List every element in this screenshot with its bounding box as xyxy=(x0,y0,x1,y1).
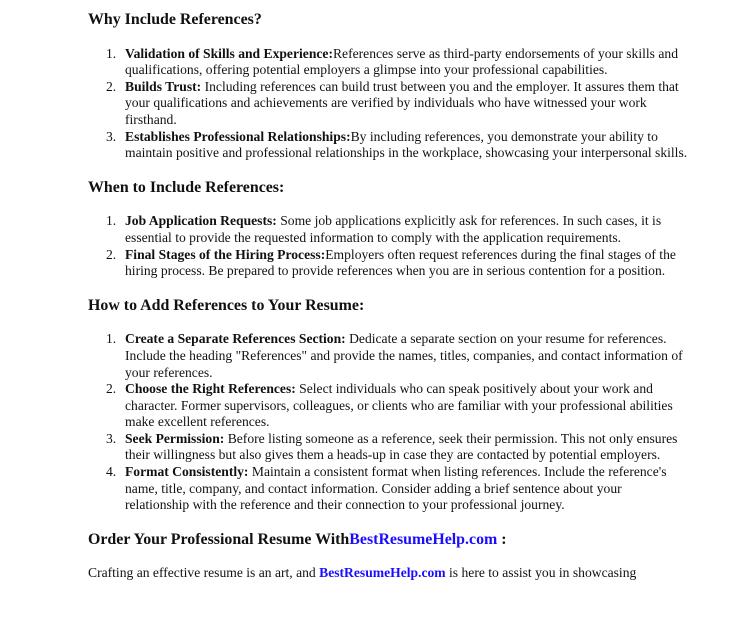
list-term: Validation of Skills and Experience: xyxy=(125,45,333,61)
list-item xyxy=(88,247,688,280)
document-page xyxy=(88,12,688,582)
list-item xyxy=(88,464,688,514)
list-text: Dedicate a separate section on your resume for references. Include the heading "References" and provide the names, titles, companies, and contact information of your references. xyxy=(125,331,683,380)
list-term: Builds Trust: xyxy=(125,78,202,94)
section-heading-why: Why Include References? xyxy=(88,11,262,28)
list-item xyxy=(88,213,688,246)
list-number: 1. xyxy=(106,331,117,347)
list-text: Before listing someone as a reference, seek their permission. This not only ensures their willingness but also gives them a heads-up in case they are contacted by potential employers. xyxy=(125,430,678,463)
list-number: 3. xyxy=(106,128,117,144)
order-heading-suffix: : xyxy=(497,530,507,548)
list-number: 4. xyxy=(106,464,117,480)
order-heading-prefix: Order Your Professional Resume With xyxy=(88,530,350,548)
list-item xyxy=(88,331,688,381)
list-term: Format Consistently: xyxy=(125,464,249,480)
list-text: Including references can build trust between you and the employer. It assures them that your qualifications and achievements are verified by individuals who have witnessed your work firsthand. xyxy=(125,78,679,127)
list-number: 1. xyxy=(106,213,117,229)
list-how xyxy=(88,331,688,514)
closing-paragraph xyxy=(88,565,688,582)
list-number: 2. xyxy=(106,246,117,262)
list-when xyxy=(88,213,688,279)
list-text: Maintain a consistent format when listing references. Include the reference's name, title, company, and contact information. Consider adding a brief sentence about your relationship with the reference and their connection to your professional journey. xyxy=(125,464,667,513)
list-item xyxy=(88,129,688,162)
closing-text-before: Crafting an effective resume is an art, and xyxy=(88,565,320,581)
list-number: 2. xyxy=(106,78,117,94)
list-term: Seek Permission: xyxy=(125,430,225,446)
list-number: 2. xyxy=(106,381,117,397)
list-item xyxy=(88,79,688,129)
list-text: Select individuals who can speak positively about your work and character. Former supervisors, colleagues, or clients who are familiar with your professional abilities make excellent references. xyxy=(125,381,673,430)
list-text: Some job applications explicitly ask for references. In such cases, it is essential to provide the requested information to comply with the application requirements. xyxy=(125,213,662,245)
list-why xyxy=(88,46,688,162)
list-item xyxy=(88,381,688,431)
list-item xyxy=(88,431,688,464)
order-heading-link[interactable]: BestResumeHelp.com xyxy=(349,530,498,548)
closing-text-after: is here to assist you in showcasing xyxy=(445,565,637,581)
list-term: Establishes Professional Relationships: xyxy=(125,128,351,144)
list-number: 1. xyxy=(106,45,117,61)
section-heading-when: When to Include References: xyxy=(88,178,285,196)
list-text: By including references, you demonstrate your ability to maintain positive and professional relationships in the workplace, showcasing your interpersonal skills. xyxy=(125,128,688,161)
list-term: Final Stages of the Hiring Process: xyxy=(125,246,326,262)
list-text: References serve as third-party endorsements of your skills and qualifications, offering potential employers a glimpse into your professional capabilities. xyxy=(125,45,678,78)
list-number: 3. xyxy=(106,430,117,446)
list-term: Job Application Requests: xyxy=(125,213,277,229)
closing-link[interactable]: BestResumeHelp.com xyxy=(319,565,446,581)
list-term: Create a Separate References Section: xyxy=(125,331,346,347)
list-term: Choose the Right References: xyxy=(125,381,296,397)
list-text: Employers often request references during the final stages of the hiring process. Be prepared to provide references when you are in serious contention for a position. xyxy=(125,246,676,279)
section-heading-how: How to Add References to Your Resume: xyxy=(88,296,365,314)
list-item xyxy=(88,46,688,79)
order-heading xyxy=(88,532,688,549)
